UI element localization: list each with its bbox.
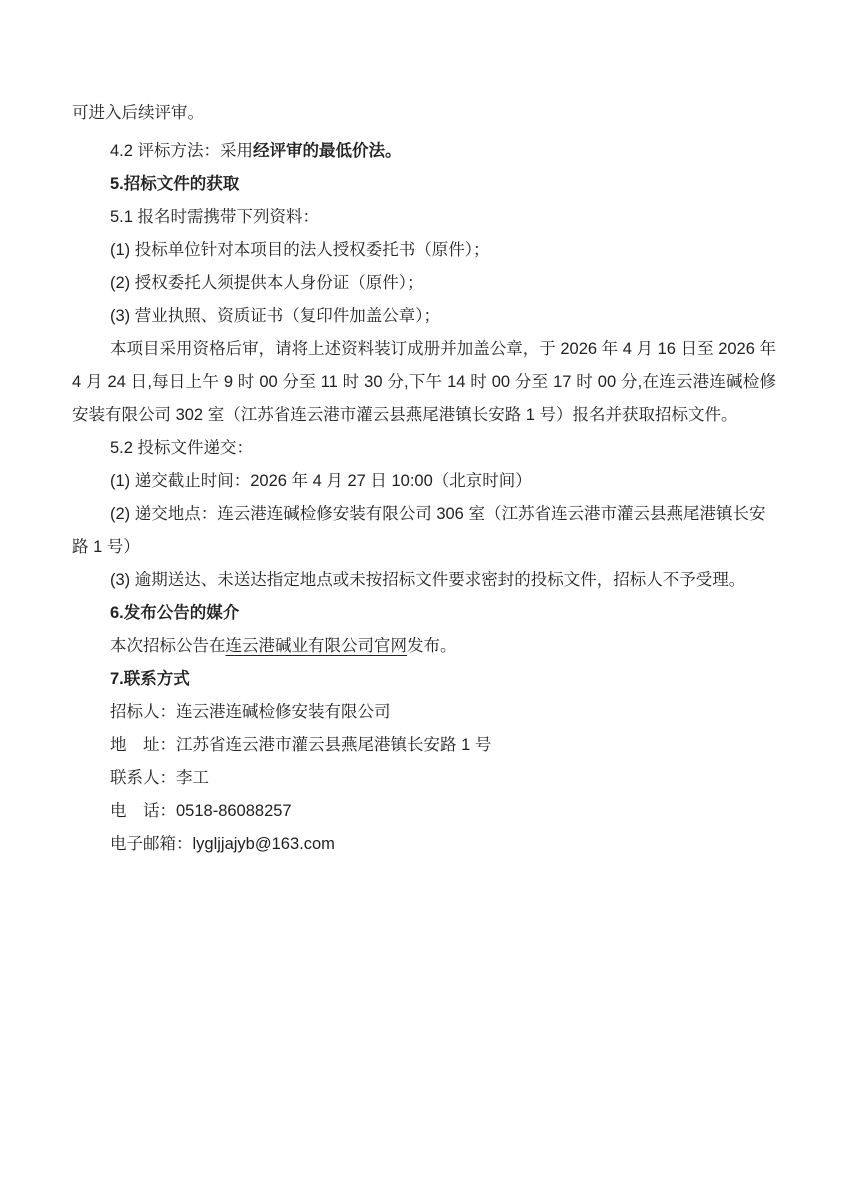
heading-7-contact-info: 7.联系方式 — [110, 670, 190, 688]
contact-row-person: 联系人：李工 — [110, 769, 209, 787]
clause-5-1-item-3: (3) 营业执照、资质证书（复印件加盖公章）； — [110, 307, 440, 325]
announcement-media-text: 本次招标公告在 — [110, 637, 226, 655]
clause-5-2-intro: 5.2 投标文件递交： — [110, 439, 254, 457]
clause-5-2-item-1: (1) 递交截止时间：2026 年 4 月 27 日 10:00（北京时间） — [110, 472, 532, 490]
contact-row-email: 电子邮箱：lygljjajyb@163.com — [110, 835, 335, 853]
clause-5-1-intro: 5.1 报名时需携带下列资料： — [110, 208, 320, 226]
clause-4-2-text: 4.2 评标方法：采用 — [110, 142, 254, 160]
heading-5-obtain-bid-documents: 5.招标文件的获取 — [110, 175, 240, 193]
company-website-underlined-text: 连云港碱业有限公司官网 — [225, 637, 407, 655]
clause-5-2-item-3: (3) 逾期送达、未送达指定地点或未按招标文件要求密封的投标文件，招标人不予受理。 — [110, 571, 746, 589]
heading-6-announcement-media: 6.发布公告的媒介 — [110, 604, 240, 622]
announcement-media-suffix: 发布。 — [407, 637, 457, 655]
paragraph-announcement-media — [72, 630, 776, 663]
clause-4-2-evaluation-method — [72, 135, 776, 168]
clause-4-2-bold-text: 经评审的最低价法。 — [253, 142, 402, 160]
contact-row-address: 地 址：江苏省连云港市灌云县燕尾港镇长安路 1 号 — [110, 736, 492, 754]
contact-row-bidder: 招标人：连云港连碱检修安装有限公司 — [110, 703, 391, 721]
paragraph-registration-review: 本项目采用资格后审，请将上述资料装订成册并加盖公章，于 2026 年 4 月 16 日至 2026 年 4 月 24 日,每日上午 9 时 00 分至 11 时 30 分,下午 14 时 00 分至 17 时 00 分,在连云港连碱检修安装有限公司 302 室（江苏省连云港市灌云县燕尾港镇长安路 1 号）报名并获取招标文件。 — [72, 340, 776, 424]
clause-5-1-item-2: (2) 授权委托人须提供本人身份证（原件）； — [110, 274, 424, 292]
clause-5-1-item-1: (1) 投标单位针对本项目的法人授权委托书（原件）； — [110, 241, 490, 259]
paragraph-continued: 可进入后续评审。 — [72, 104, 204, 122]
clause-5-2-item-2: (2) 递交地点：连云港连碱检修安装有限公司 306 室（江苏省连云港市灌云县燕尾港镇长安路 1 号） — [72, 505, 766, 556]
contact-row-phone: 电 话：0518-86088257 — [110, 802, 292, 820]
